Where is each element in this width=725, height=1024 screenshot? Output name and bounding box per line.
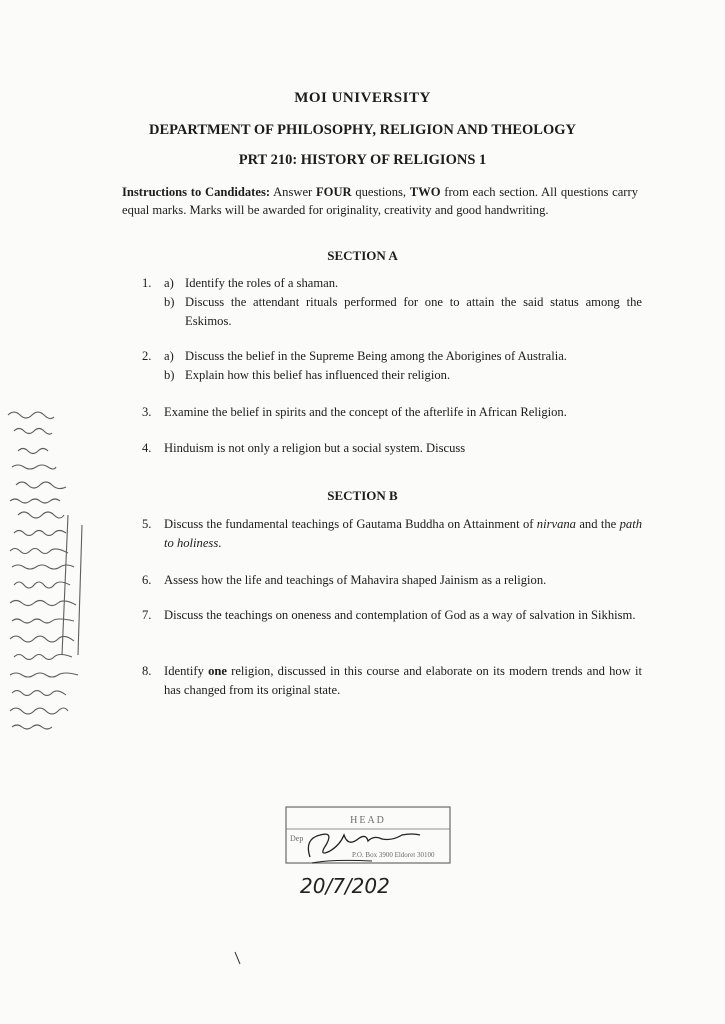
question-2	[142, 347, 642, 385]
university-title: MOI UNIVERSITY	[294, 90, 431, 106]
question-part	[164, 293, 642, 331]
instructions-label: Instructions to Candidates:	[122, 185, 271, 199]
instructions-text: Answer	[270, 185, 316, 199]
question-3	[142, 403, 642, 422]
question-number: 7.	[142, 608, 152, 622]
question-6	[142, 571, 642, 590]
part-text: Discuss the attendant rituals performed for one to attain the said status among the Eskimos.	[185, 295, 642, 328]
question-text: Examine the belief in spirits and the concept of the afterlife in African Religion.	[164, 405, 567, 419]
margin-handwriting	[0, 405, 115, 745]
question-number: 4.	[142, 441, 152, 455]
question-text	[164, 515, 642, 553]
question-part	[164, 347, 642, 366]
text-run: and the	[575, 517, 620, 531]
question-part	[164, 366, 642, 385]
part-text: Identify the roles of a shaman.	[185, 276, 339, 290]
question-number: 6.	[142, 573, 152, 587]
part-label: a)	[164, 349, 174, 363]
instructions-emphasis: TWO	[409, 185, 441, 199]
text-run: Discuss the fundamental teachings of Gautama Buddha on Attainment of	[164, 517, 537, 531]
question-text: Assess how the life and teachings of Mahavira shaped Jainism as a religion.	[164, 573, 547, 587]
question-1	[142, 274, 642, 331]
question-4	[142, 439, 642, 458]
text-run: religion, discussed in this course and elaborate on its modern trends and how it has changed from its original state.	[164, 664, 643, 697]
part-text: Explain how this belief has influenced their religion.	[185, 368, 451, 382]
stamp-address: P.O. Box 3900 Eldoret 30100	[352, 851, 435, 859]
italic-term: nirvana	[536, 517, 576, 531]
stamp-line: Dep	[290, 834, 304, 843]
department-title: DEPARTMENT OF PHILOSOPHY, RELIGION AND THEOLOGY	[148, 122, 577, 138]
question-7	[142, 606, 642, 625]
course-title: PRT 210: HISTORY OF RELIGIONS 1	[238, 152, 487, 168]
part-label: b)	[164, 368, 175, 382]
section-b-title: SECTION B	[327, 488, 398, 503]
instructions	[122, 183, 638, 219]
question-number: 8.	[142, 664, 152, 678]
question-5	[142, 515, 642, 553]
question-part	[164, 274, 642, 293]
question-8	[142, 662, 642, 700]
department-stamp	[282, 805, 457, 905]
question-text: Discuss the teachings on oneness and contemplation of God as a way of salvation in Sikhism.	[164, 608, 636, 622]
stray-mark	[232, 950, 244, 966]
stamp-title: HEAD	[350, 815, 386, 826]
question-number: 5.	[142, 517, 152, 531]
part-text: Discuss the belief in the Supreme Being among the Aborigines of Australia.	[185, 349, 567, 363]
question-number: 3.	[142, 405, 152, 419]
handwritten-date: 20/7/202	[300, 874, 390, 898]
text-run: .	[218, 536, 222, 550]
question-text: Hinduism is not only a religion but a social system. Discuss	[164, 441, 466, 455]
question-number: 2.	[142, 349, 152, 363]
instructions-emphasis: FOUR	[315, 185, 352, 199]
italic-term: path to holiness	[164, 517, 643, 550]
part-label: b)	[164, 295, 175, 309]
question-text	[164, 662, 642, 700]
instructions-text: questions,	[351, 185, 410, 199]
question-number: 1.	[142, 276, 152, 290]
text-run: Identify	[164, 664, 209, 678]
instructions-text: from each section. All questions carry equal marks. Marks will be awarded for originality, creativity and good handwriting.	[122, 185, 638, 217]
section-a-title: SECTION A	[327, 248, 398, 263]
part-label: a)	[164, 276, 174, 290]
bold-term: one	[208, 664, 227, 678]
